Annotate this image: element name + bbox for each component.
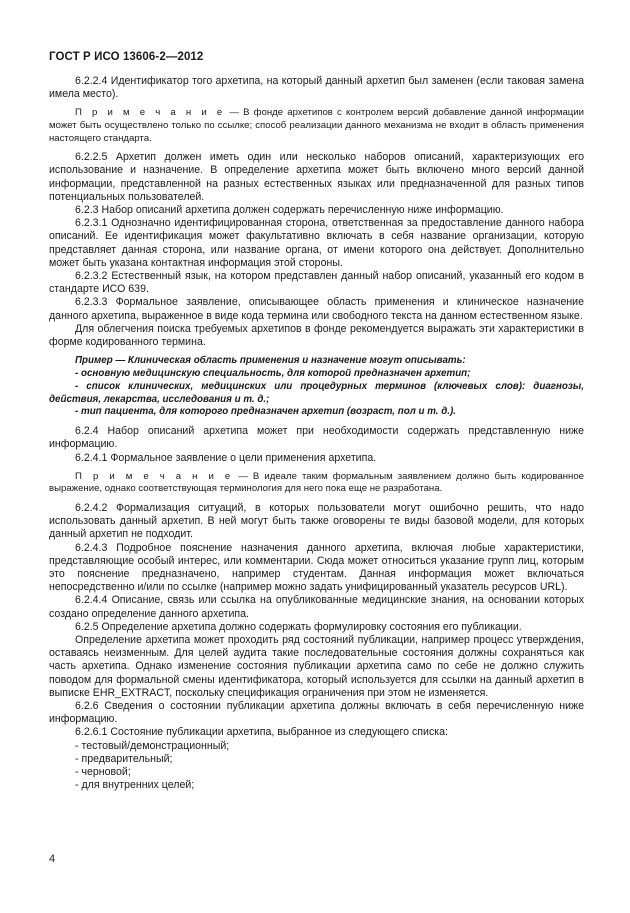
paragraph: 6.2.4.2 Формализация ситуаций, в которых пользователи могут ошибочно решить, что надо использовать данный архетип. В ней могут быть также оговорены те виды базовой модели, для которых данный архетип не подходит. bbox=[49, 502, 584, 541]
paragraph: 6.2.3.3 Формальное заявление, описывающее область применения и клиническое назначение данного архетипа, выраженное в виде кода термина или свободного текста на данном естественном языке. bbox=[49, 296, 584, 322]
paragraph: Определение архетипа может проходить ряд состояний публикации, например процесс утверждения, оставаясь неизменным. Для целей аудита такие последовательные состояния должны сохраняться как часть архетипа. Однако изменение состояния публикации архетипа само по себе не должно служить поводом для формальной смены идентификатора, который используется для ссылки на данный архетип в выписке EHR_EXTRACT, поскольку спецификация ограничения при этом не изменяется. bbox=[49, 634, 584, 699]
paragraph: 6.2.3.2 Естественный язык, на котором представлен данный набор описаний, указанный его кодом в стандарте ИСО 639. bbox=[49, 270, 584, 296]
paragraph: 6.2.4.4 Описание, связь или ссылка на опубликованные медицинские знания, на основании которых создано определение данного архетипа. bbox=[49, 594, 584, 620]
paragraph: 6.2.2.5 Архетип должен иметь один или несколько наборов описаний, характеризующих его использование и назначение. В определение архетипа может быть включено много версий данной информации, представленной на разных естественных языках или предназначенной для разных типов потенциальных пользователей. bbox=[49, 151, 584, 203]
example-heading: Пример — Клиническая область применения и назначение могут описывать: bbox=[75, 355, 466, 367]
paragraph: Для облегчения поиска требуемых архетипов в фонде рекомендуется выражать эти характеристики в форме кодированного термина. bbox=[49, 322, 584, 349]
example-item: - список клинических, медицинских или процедурных терминов (ключевых слов): диагнозы, действия, лекарства, исследования и т. д.; bbox=[49, 380, 584, 405]
note-text: — В фонде архетипов с контролем версий добавление данной информации может быть осуществлено только по ссылке; способ реализации данного механизма не входит в область применения настоящего стандарта. bbox=[49, 107, 584, 144]
paragraph: 6.2.5 Определение архетипа должно содержать формулировку состояния его публикации. bbox=[75, 620, 522, 633]
example-item: - основную медицинскую специальность, для которой предназначен архетип; bbox=[75, 368, 471, 380]
note-paragraph bbox=[49, 471, 584, 496]
list-item: - для внутренних целей; bbox=[75, 779, 195, 792]
page-number: 4 bbox=[49, 853, 56, 865]
document-body bbox=[49, 75, 584, 792]
paragraph: 6.2.6.1 Состояние публикации архетипа, выбранное из следующего списка: bbox=[75, 726, 448, 739]
paragraph: 6.2.6 Сведения о состоянии публикации архетипа должны включать в себя перечисленную ниже информацию. bbox=[49, 700, 584, 726]
document-header: ГОСТ Р ИСО 13606-2—2012 bbox=[49, 51, 204, 63]
note-label: П р и м е ч а н и е bbox=[75, 470, 234, 482]
list-item: - предварительный; bbox=[75, 752, 173, 765]
note-label: П р и м е ч а н и е bbox=[75, 107, 226, 119]
paragraph: 6.2.4 Набор описаний архетипа может при необходимости содержать представленную ниже информацию. bbox=[49, 425, 584, 451]
paragraph: 6.2.4.1 Формальное заявление о цели применения архетипа. bbox=[75, 451, 377, 464]
example-item: - тип пациента, для которого предназначен архетип (возраст, пол и т. д.). bbox=[75, 406, 457, 418]
paragraph: 6.2.4.3 Подробное пояснение назначения данного архетипа, включая любые характеристики, представляющие особый интерес, или комментарии. Сюда может относиться указание групп лиц, которым это пояснение предназначено, например студентам. Данная информация может включаться непосредственно и/или по ссылке (например можно задать унифицированный указатель ресурсов URL). bbox=[49, 541, 584, 594]
note-paragraph bbox=[49, 107, 584, 145]
paragraph: 6.2.3 Набор описаний архетипа должен содержать перечисленную ниже информацию. bbox=[75, 204, 504, 216]
list-item: - черновой; bbox=[75, 766, 131, 779]
paragraph: 6.2.3.1 Однозначно идентифицированная сторона, ответственная за предоставление данного набора описаний. Ее идентификация может факультативно включать в себя название организации, которую представляет данная сторона, или название органа, от имени которого она действует. Дополнительно может быть указана контактная информация этой стороны. bbox=[49, 217, 584, 269]
list-item: - тестовый/демонстрационный; bbox=[75, 739, 230, 752]
paragraph: 6.2.2.4 Идентификатор того архетипа, на который данный архетип был заменен (если таковая замена имела место). bbox=[49, 75, 584, 101]
note-text: — В идеале таким формальным заявлением должно быть кодированное выражение, однако соответствующая терминология для него пока еще не разработана. bbox=[49, 470, 584, 495]
